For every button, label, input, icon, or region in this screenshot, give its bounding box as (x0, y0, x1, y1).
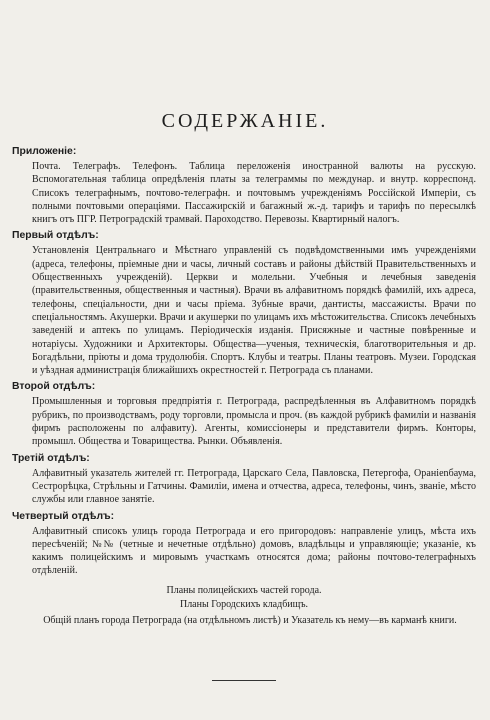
divider-rule (212, 680, 276, 681)
section-heading: Приложеніе: (12, 146, 77, 157)
section-text: Промышленныя и торговыя предпріятія г. Петрограда, распредѣленныя въ Алфавитномъ порядкѣ рубрикъ, по производствамъ, роду торговли, промысла и проч. (въ каждой рубрикѣ фамиліи и названія фирмъ расположены по алфавиту). Агенты, комиссіонеры и представители фирмъ. Конторы, промышл. Общества и Товарищества. Рынки. Объявленія. (32, 396, 476, 448)
contents-list (12, 145, 476, 628)
section-appendix (12, 145, 476, 226)
section-heading: Первый отдѣлъ: (12, 230, 99, 242)
section-text: Алфавитный списокъ улицъ города Петрограда и его пригородовъ: направленіе улицъ, мѣста ихъ пересѣченій; №№ (четные и нечетные отдѣльно) домовъ, владѣльцы и управляющіе; указаніе, къ какимъ полицейскимъ и мировымъ участкамъ относятся дома; районы почтово-телеграфныхъ отдѣленій. (32, 525, 476, 577)
page-title: СОДЕРЖАНІЕ. (161, 110, 329, 132)
closing-line-cemetery-plans: Планы Городскихъ кладбищъ. (179, 598, 309, 610)
section-text: Установленія Центральнаго и Мѣстнаго управленій съ подвѣдомственными имъ учрежденіями (адреса, телефоны, пріемные дни и часы, личный составъ и районы дѣйствій Правительственныхъ и Общественныхъ учрежденій). Церкви и молельни. Учебныя и лечебныя заведенія (правительственныя, общественныя и частныя). Врачи въ алфавитномъ порядкѣ фамилій, ихъ адреса, телефоны, спеціальности, дни и часы пріема. Зубные врачи, дантисты, массажисты. Врачи по спеціальностямъ. Акушерки. Врачи и акушерки по улицамъ ихъ мѣстожительства. Списокъ лечебныхъ заведеній и аптекъ по улицамъ. Періодическія изданія. Присяжные и частные повѣренные и нотаріусы. Художники и Архитекторы. Общества—ученыя, техническія, благотворительныя и др. Богадѣльни, пріюты и дома трудолюбія. Спортъ. Клубы и театры. Планы театровъ. Музеи. Городская и уѣздная администрація ближайшихъ окрестностей г. Петрограда съ планами. (32, 245, 476, 377)
section-heading: Четвертый отдѣлъ: (12, 510, 115, 522)
section-third (12, 452, 476, 507)
closing-line-police-plans: Планы полицейскихъ частей города. (166, 584, 322, 596)
section-text: Алфавитный указатель жителей гг. Петрограда, Царскаго Села, Павловска, Петергофа, Оранienбаума, Сестрорѣцка, Стрѣльны и Гатчины. Фамиліи, имена и отчества, адреса, телефоны, чинъ, званіе, мѣсто службы или главное занятіе. (32, 467, 476, 506)
section-heading: Третій отдѣлъ: (12, 452, 90, 464)
section-text: Почта. Телеграфъ. Телефонъ. Таблица переложенія иностранной валюты на русскую. Вспомогательная таблица опредѣленія платы за телеграммы по междунар. и внутр. корреспонд. Списокъ телеграфнымъ, почтово-телеграфн. и почтовымъ учрежденіямъ Россійской Имперіи, съ полными почтовыми операціями. Пассажирскій и багажный ж.-д. тарифъ и тарифъ по пересылкѣ книгъ отъ ПГР. Петроградскій трамвай. Пароходство. Перевозы. Квартирный налогъ. (32, 161, 476, 226)
section-first (12, 229, 476, 377)
closing-line-city-plan: Общій планъ города Петрограда (на отдѣльномъ листѣ) и Указатель къ нему—въ карманѣ книги. (43, 614, 457, 626)
section-fourth (12, 510, 476, 578)
section-second (12, 380, 476, 448)
section-heading: Второй отдѣлъ: (12, 381, 96, 393)
